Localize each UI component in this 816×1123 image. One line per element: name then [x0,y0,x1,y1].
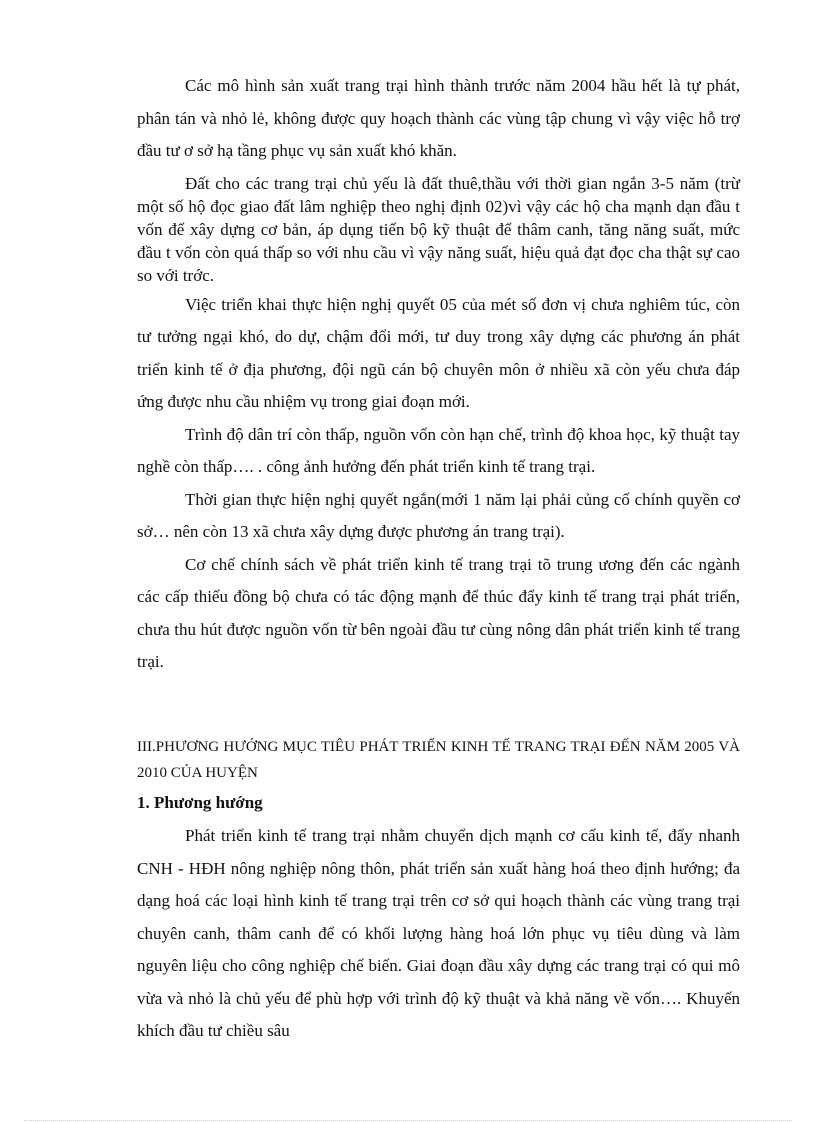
paragraph-7: Phát triển kinh tế trang trại nhằm chuyển dịch mạnh cơ cấu kinh tế, đẩy nhanh CNH - HĐH nông nghiệp nông thôn, phát triển sản xuất hàng hoá theo định hướng; đa dạng hoá các loại hình kinh tế trang trại trên cơ sở qui hoạch thành các vùng trang trại chuyên canh, thâm canh để có khối lượng hàng hoá lớn phục vụ tiêu dùng và làm nguyên liệu cho công nghiệp chế biến. Giai đoạn đầu xây dựng các trang trại có qui mô vừa và nhỏ là chủ yếu để phù hợp với trình độ kỹ thuật và khả năng về vốn…. Khuyến khích đầu tư chiều sâu [137,826,740,1040]
subheading: 1. Phương hướng [137,793,263,812]
body-text-bottom [137,820,740,1048]
paragraph-4: Trình độ dân trí còn thấp, nguồn vốn còn hạn chế, trình độ khoa học, kỹ thuật tay nghề còn thấp…. . công ảnh hưởng đến phát triển kinh tế trang trại. [137,424,740,476]
paragraph-5: Thời gian thực hiện nghị quyết ngắn(mới 1 năm lại phải củng cố chính quyền cơ sở… nên còn 13 xã chưa xây dựng được phương án trang trại). [137,489,740,541]
paragraph-6: Cơ chế chính sách về phát triển kinh tế trang trại tõ trung ương đến các ngành các cấp thiếu đồng bộ chưa có tác động mạnh để thúc đẩy kinh tế trang trại phát triển, chưa thu hút được nguồn vốn từ bên ngoài đầu tư cùng nông dân phát triển kinh tế trang trại. [137,554,740,671]
paragraph-1: Các mô hình sản xuất trang trại hình thành trước năm 2004 hầu hết là tự phát, phân tán và nhỏ lẻ, không được quy hoạch thành các vùng tập chung vì vậy việc hỗ trợ đầu tư ơ sở hạ tầng phục vụ sản xuất khó khăn. [137,76,740,160]
section-heading: III.PHƯƠNG HƯỚNG MỤC TIÊU PHÁT TRIỂN KINH TẾ TRANG TRẠI ĐẾN NĂM 2005 VÀ 2010 CỦA HUYỆN [137,739,740,781]
body-text-top [137,70,740,679]
page-bottom-divider [24,1120,792,1121]
paragraph-2: Đất cho các trang trại chủ yếu là đất thuê,thầu với thời gian ngắn 3-5 năm (trừ một số hộ đọc giao đất lâm nghiệp theo nghị định 02)vì vậy các hộ cha mạnh dạn đầu t vốn để xây dựng cơ bản, áp dụng tiến bộ kỹ thuật để thâm canh, tăng năng suất, mức đầu t vốn còn quá thấp so với nhu cầu vì vậy năng suất, hiệu quả đạt đọc cha thật sự cao so với trớc. [137,173,740,285]
paragraph-3: Việc triển khai thực hiện nghị quyết 05 của mét số đơn vị chưa nghiêm túc, còn tư tưởng ngại khó, do dự, chậm đổi mới, tư duy trong xây dựng các phương án phát triển kinh tế ở địa phương, đội ngũ cán bộ chuyên môn ở nhiều xã còn yếu chưa đáp ứng được nhu cầu nhiệm vụ trong giai đoạn mới. [137,294,740,411]
